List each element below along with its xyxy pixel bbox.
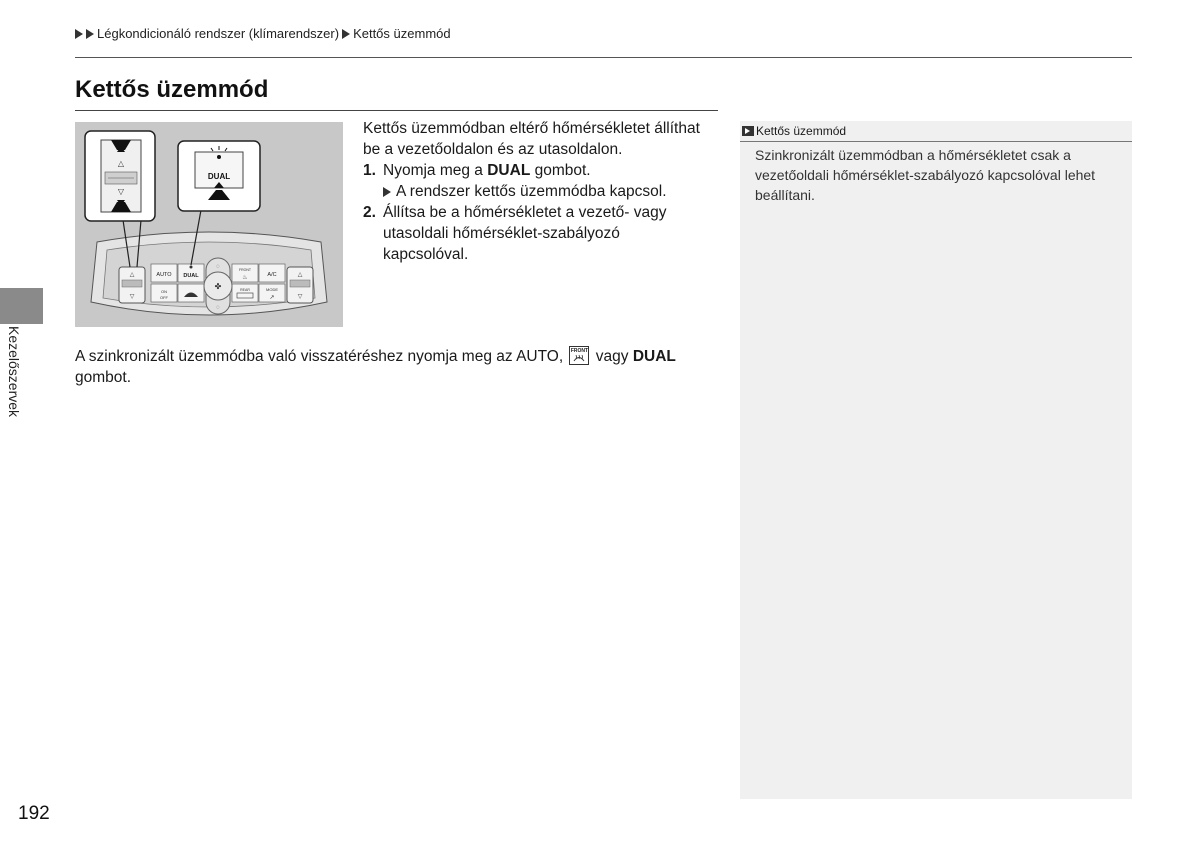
title-rule: [75, 110, 718, 111]
breadcrumb: [75, 26, 451, 41]
svg-text:DUAL: DUAL: [183, 273, 199, 279]
svg-text:DUAL: DUAL: [207, 172, 231, 181]
step-1-result: A rendszer kettős üzemmódba kapcsol.: [363, 181, 708, 202]
svg-text:MODE: MODE: [266, 287, 278, 292]
note-link-icon: [742, 126, 754, 136]
svg-text:◌: ◌: [216, 305, 220, 311]
svg-text:✤: ✤: [214, 282, 222, 291]
svg-text:♨: ♨: [242, 275, 248, 281]
breadcrumb-item[interactable]: Kettős üzemmód: [353, 26, 451, 41]
note-body: Szinkronizált üzemmódban a hőmérsékletet csak a vezetőoldali hőmérséklet-szabályozó kapcsolóval lehet beállítani.: [755, 147, 1096, 203]
note-heading[interactable]: Kettős üzemmód: [740, 121, 1132, 142]
svg-text:▽: ▽: [297, 294, 303, 300]
steps-list: [363, 160, 708, 265]
return-sync-text: A szinkronizált üzemmódba való visszatéréshez nyomja meg az AUTO, FRONT vagy DUAL gombot.: [75, 348, 676, 386]
svg-text:▽: ▽: [117, 187, 125, 196]
result-arrow-icon: [383, 187, 391, 197]
chapter-tab: [0, 288, 43, 324]
breadcrumb-arrow-icon: [75, 29, 83, 39]
svg-text:◌: ◌: [216, 264, 220, 270]
svg-text:AUTO: AUTO: [156, 272, 172, 278]
svg-text:△: △: [129, 272, 135, 278]
svg-text:ON: ON: [161, 289, 167, 294]
svg-text:△: △: [297, 272, 303, 278]
breadcrumb-item[interactable]: Légkondicionáló rendszer (klímarendszer): [97, 26, 340, 41]
climate-control-illustration: [75, 122, 343, 327]
header-rule: [75, 57, 1132, 58]
svg-text:▽: ▽: [129, 294, 135, 300]
svg-text:OFF: OFF: [160, 295, 168, 300]
svg-text:A/C: A/C: [267, 272, 277, 278]
breadcrumb-arrow-icon: [86, 29, 94, 39]
notes-panel: [740, 121, 1132, 799]
svg-text:↗: ↗: [269, 295, 275, 301]
svg-text:REAR: REAR: [240, 288, 250, 292]
page-number: 192: [18, 803, 50, 824]
svg-text:△: △: [117, 159, 125, 168]
page-title: Kettős üzemmód: [75, 76, 269, 103]
chapter-label: Kezelőszervek: [6, 326, 22, 418]
svg-text:FRONT: FRONT: [238, 268, 252, 272]
front-defrost-icon: FRONT: [569, 346, 589, 365]
step-2: 2. Állítsa be a hőmérsékletet a vezető- vagy utasoldali hőmérséklet-szabályozó kapcsolóval.: [363, 204, 667, 263]
intro-text: Kettős üzemmódban eltérő hőmérsékletet állíthat be a vezetőoldalon és az utasoldalon.: [363, 120, 700, 158]
breadcrumb-arrow-icon: [342, 29, 350, 39]
step-1: 1. Nyomja meg a DUAL gombot.: [363, 162, 591, 179]
